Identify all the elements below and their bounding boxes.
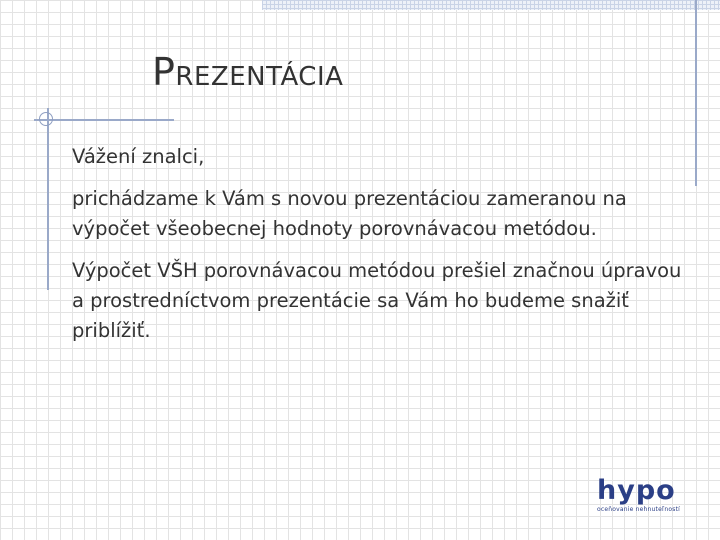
left-decorative-vertical-line [47,108,49,290]
right-decorative-line [695,0,697,186]
slide-title [152,50,343,94]
logo-word: hypo [597,475,676,506]
title-rest: REZENTÁCIA [175,62,344,92]
title-first-letter: P [152,50,176,94]
circle-marker-icon [39,112,53,126]
intro-paragraph: prichádzame k Vám s novou prezentáciou zameranou na výpočet všeobecnej hodnoty porovnávacou metódou. [72,187,627,240]
greeting-paragraph: Vážení znalci, [72,145,205,168]
top-decorative-band [262,0,720,10]
left-decorative-horizontal-line [34,119,174,121]
method-paragraph: Výpočet VŠH porovnávacou metódou prešiel značnou úpravou a prostredníctvom prezentácie sa Vám ho budeme snažiť priblížiť. [72,259,682,342]
hypo-logo [597,475,711,516]
logo-tagline: oceňovanie nehnuteľností [597,506,681,513]
slide-body [72,142,692,358]
